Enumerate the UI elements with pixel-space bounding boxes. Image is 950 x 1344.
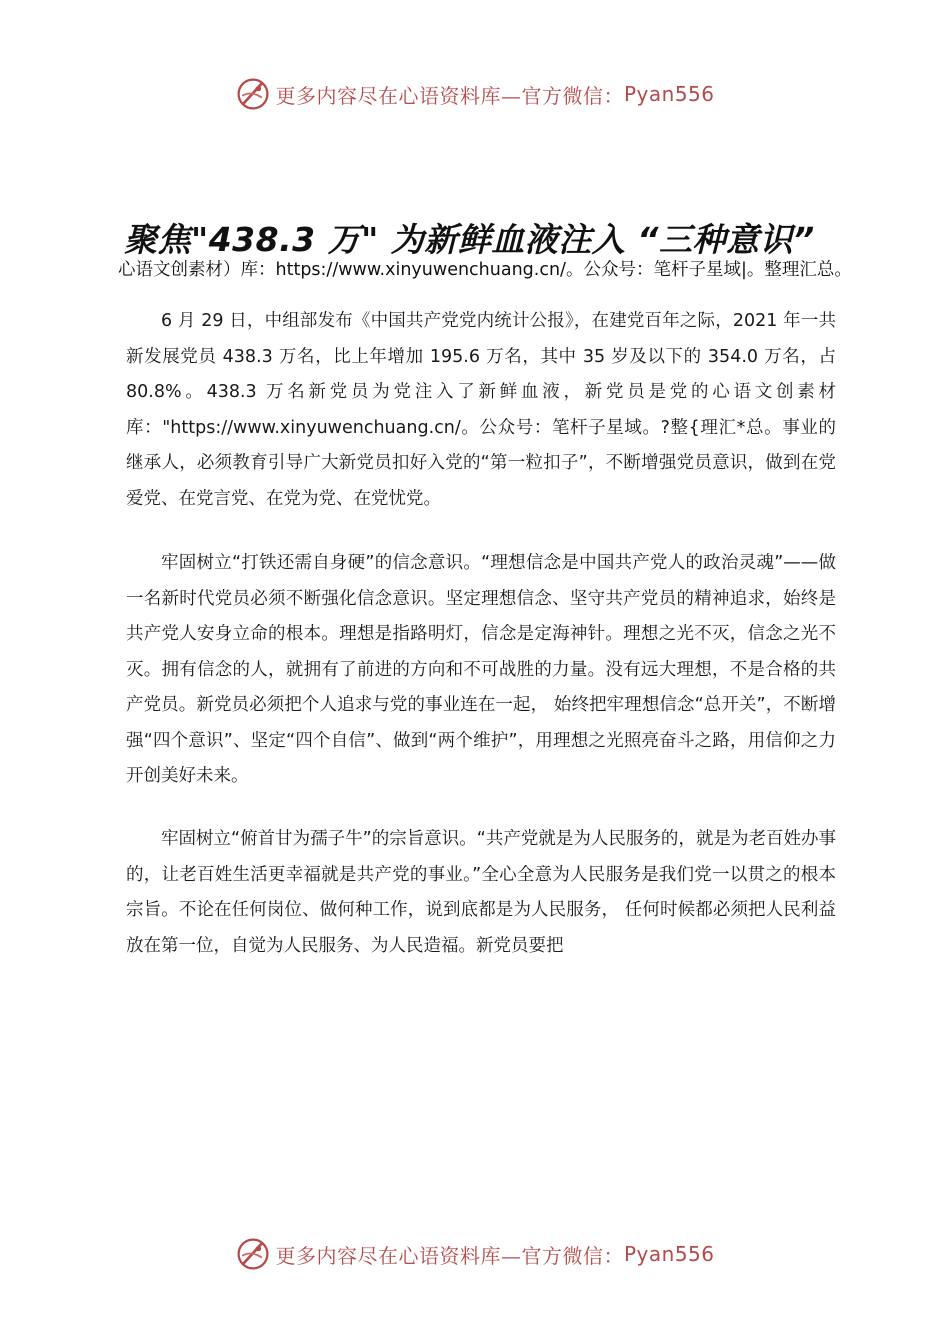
footer-banner	[0, 1232, 950, 1276]
banner-wechat-id: Pyan556	[623, 82, 715, 106]
paragraph-text: 牢固树立“打铁还需自身硬”的信念意识。“理想信念是中国共产党人的政治灵魂”——做一名新时代党员必须不断强化信念意识。坚定理想信念、坚守共产党员的精神追求，始终是共产党人安身立命的根本。理想是指路明灯，信念是定海神针。理想之光不灭，信念之光不灭。拥有信念的人，就拥有了前进的方向和不可战胜的力量。没有远大理想，不是合格的共产党员。新党员必须把个人追求与党的事业连在一起， 始终把牢理想信念“总开关”，不断增强“四个意识”、坚定“四个自信”、做到“两个维护”，用理想之光照亮奋斗之路，用信仰之力开创美好未来。	[126, 553, 836, 786]
brush-logo-icon	[235, 76, 271, 112]
banner-text: 更多内容尽在心语资料库—官方微信：	[275, 1243, 624, 1268]
paragraph-2	[126, 546, 836, 795]
header-banner	[0, 72, 950, 116]
paragraph-text: 6 月 29 日，中组部发布《中国共产党党内统计公报》，在建党百年之际，2021 年一共新发展党员 438.3 万名，比上年增加 195.6 万名，其中 35 岁及以下的 354.0 万名，占 80.8%。438.3 万名新党员为党注入了新鲜血液，新党员是党的心语文创素材库："https://www.xinyuwenchuang.cn/。公众号：笔杆子星域。?整{理汇*总。事业的继承人，必须教育引导广大新党员扣好入党的“第一粒扣子”，不断增强党员意识，做到在党爱党、在党言党、在党为党、在党忧党。	[126, 311, 836, 509]
paragraph-1	[126, 304, 836, 517]
paragraph-text: 牢固树立“俯首甘为孺子牛”的宗旨意识。“共产党就是为人民服务的，就是为老百姓办事的，让老百姓生活更幸福就是共产党的事业。”全心全意为人民服务是我们党一以贯之的根本宗旨。不论在任何岗位、做何种工作，说到底都是为人民服务， 任何时候都必须把人民利益放在第一位，自觉为人民服务、为人民造福。新党员要把	[126, 829, 836, 956]
brush-logo-icon	[235, 1236, 271, 1272]
banner-wechat-id: Pyan556	[623, 1242, 715, 1266]
article-title: 聚焦"438.3 万" 为新鲜血液注入 “三种意识”	[124, 220, 815, 259]
source-note: 心语文创素材）库：https://www.xinyuwenchuang.cn/。公众号：笔杆子星域|。整理汇总。	[118, 260, 852, 280]
paragraph-3	[126, 822, 836, 964]
banner-text: 更多内容尽在心语资料库—官方微信：	[275, 83, 624, 108]
